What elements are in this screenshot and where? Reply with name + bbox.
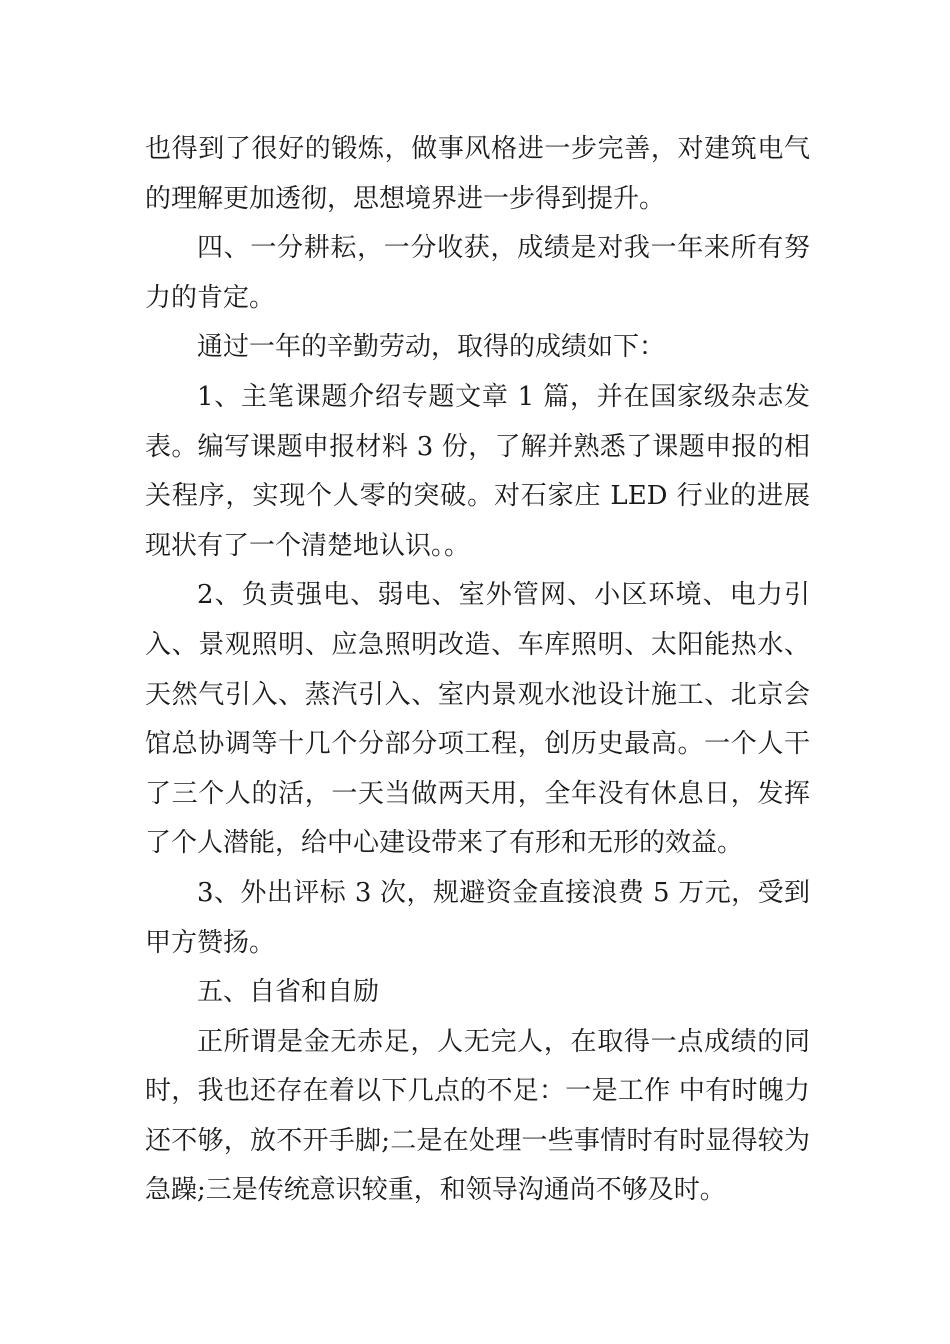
list-item-2: 2、负责强电、弱电、室外管网、小区环境、电力引入、景观照明、应急照明改造、车库照明、太阳能热水、天然气引入、蒸汽引入、室内景观水池设计施工、北京会馆总协调等十几个分部分项工程，创历史最高。一个人干了三个人的活，一天当做两天用，全年没有休息日，发挥了个人潜能，给中心建设带来了有形和无形的效益。 <box>145 580 810 859</box>
list-item-1: 1、主笔课题介绍专题文章 1 篇，并在国家级杂志发表。编写课题申报材料 3 份，了解并熟悉了课题申报的相关程序，实现个人零的突破。对石家庄 LED 行业的进展现状有了一个清楚地认识。。 <box>145 381 810 561</box>
document-body <box>145 125 810 1216</box>
paragraph-achievements-intro: 通过一年的辛勤劳动，取得的成绩如下： <box>197 332 666 363</box>
section-heading-four: 四、一分耕耘，一分收获，成绩是对我一年来所有努力的肯定。 <box>145 233 810 313</box>
section-heading-five: 五、自省和自励 <box>197 977 380 1008</box>
list-item-3: 3、外出评标 3 次，规避资金直接浪费 5 万元，受到甲方赞扬。 <box>145 877 810 958</box>
paragraph-continuation: 也得到了很好的锻炼，做事风格进一步完善，对建筑电气的理解更加透彻，思想境界进一步得到提升。 <box>145 134 810 214</box>
paragraph-self-reflection: 正所谓是金无赤足，人无完人，在取得一点成绩的同时，我也还存在着以下几点的不足：一是工作 中有时魄力还不够，放不开手脚;二是在处理一些事情时有时显得较为急躁;三是传统意识较重，和领导沟通尚不够及时。 <box>145 1026 810 1206</box>
